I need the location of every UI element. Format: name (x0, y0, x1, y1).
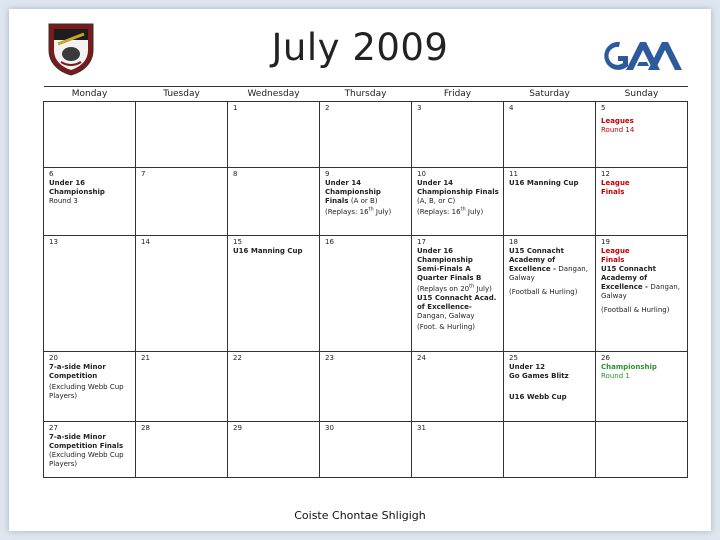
day-cell (320, 102, 412, 168)
week-row (44, 236, 688, 352)
event-text: Academy of (601, 274, 648, 282)
event-text: Finals (601, 188, 625, 196)
replay-note-end: July) (373, 208, 392, 216)
event-note: (Excluding Webb Cup Players) (49, 383, 124, 400)
day-cell (44, 168, 136, 236)
event-note: Round 3 (49, 197, 78, 205)
week-row (44, 352, 688, 422)
ordinal-suffix: th (469, 283, 475, 290)
day-number: 8 (233, 170, 238, 178)
event-text: League (601, 247, 630, 255)
day-cell (320, 422, 412, 478)
weekday-thursday: Thursday (320, 87, 412, 102)
weekday-friday: Friday (412, 87, 504, 102)
week-row (44, 102, 688, 168)
event-note: (Football & Hurling) (601, 306, 670, 314)
event-text (325, 197, 408, 206)
day-cell (412, 422, 504, 478)
event-note: Dangan, Galway (509, 265, 588, 282)
ordinal-suffix: th (460, 206, 466, 213)
event-text: Competition (49, 372, 98, 380)
empty-day-cell (596, 422, 688, 478)
day-cell (504, 102, 596, 168)
page-title: July 2009 (271, 26, 449, 69)
event-text: Under 14 (325, 179, 362, 187)
day-cell (412, 352, 504, 422)
day-number: 15 (233, 238, 242, 246)
day-cell (136, 236, 228, 352)
event-text: U15 Connacht Acad. (417, 294, 497, 302)
replay-note (417, 208, 500, 217)
day-cell (136, 422, 228, 478)
day-number: 19 (601, 238, 610, 246)
replay-note (417, 285, 500, 294)
event-text: U16 Webb Cup (509, 393, 567, 401)
event-text: Quarter Finals B (417, 274, 482, 282)
day-number: 25 (509, 354, 518, 362)
day-number: 7 (141, 170, 146, 178)
day-number: 24 (417, 354, 426, 362)
day-cell (228, 422, 320, 478)
event-note: (A, B, or C) (417, 197, 456, 205)
day-cell (596, 102, 688, 168)
event-text: Championship (49, 188, 105, 196)
day-number: 27 (49, 424, 58, 432)
event-text: Under 16 (417, 247, 454, 255)
event-text: Finals (601, 256, 625, 264)
day-number: 21 (141, 354, 150, 362)
weekday-saturday: Saturday (504, 87, 596, 102)
event-text: U15 Connacht (601, 265, 656, 273)
event-note: (Football & Hurling) (509, 288, 578, 296)
day-number: 28 (141, 424, 150, 432)
event-text: Leagues (601, 117, 634, 125)
weekday-sunday: Sunday (596, 87, 688, 102)
ordinal-suffix: th (368, 206, 374, 213)
event-text: Championship (417, 256, 473, 264)
event-text: Under 12 (509, 363, 546, 371)
replay-note-end: July) (474, 285, 492, 293)
event-text: Go Games Blitz (509, 372, 569, 380)
day-number: 17 (417, 238, 426, 246)
event-text (509, 265, 592, 283)
weekday-header-row (44, 87, 688, 102)
event-text: Excellence - (509, 265, 556, 273)
event-note: (A or B) (350, 197, 378, 205)
week-row (44, 422, 688, 478)
weekday-monday: Monday (44, 87, 136, 102)
week-row (44, 168, 688, 236)
day-number: 14 (141, 238, 150, 246)
event-text: Championship (601, 363, 657, 371)
day-number: 20 (49, 354, 58, 362)
event-text: U16 Manning Cup (233, 247, 303, 255)
event-text: Excellence - (601, 283, 648, 291)
day-cell (228, 102, 320, 168)
event-text: League (601, 179, 630, 187)
replay-note-text: (Replays: 16 (417, 208, 461, 216)
event-text: Under 14 (417, 179, 454, 187)
footer-text: Coiste Chontae Shligigh (294, 509, 426, 522)
event-text: Championship Finals (417, 188, 499, 196)
empty-day-cell (136, 102, 228, 168)
day-cell (596, 352, 688, 422)
day-cell (504, 352, 596, 422)
day-cell (504, 168, 596, 236)
day-cell (320, 352, 412, 422)
day-cell (228, 236, 320, 352)
day-number: 29 (233, 424, 242, 432)
day-number: 18 (509, 238, 518, 246)
event-text: Round 14 (601, 126, 635, 134)
day-number: 22 (233, 354, 242, 362)
event-text: of Excellence- (417, 303, 472, 311)
day-number: 4 (509, 104, 514, 112)
event-text: 7-a-side Minor (49, 433, 106, 441)
event-text: Academy of (509, 256, 556, 264)
day-number: 5 (601, 104, 606, 112)
day-cell (412, 168, 504, 236)
day-cell (44, 352, 136, 422)
event-text: Finals (325, 197, 349, 205)
replay-note-text: (Replays on 20 (417, 285, 470, 293)
day-number: 30 (325, 424, 334, 432)
day-cell (412, 102, 504, 168)
day-cell (596, 236, 688, 352)
day-cell (320, 236, 412, 352)
event-text: U16 Manning Cup (509, 179, 579, 187)
replay-note-text: (Replays: 16 (325, 208, 369, 216)
day-number: 13 (49, 238, 58, 246)
day-cell (504, 236, 596, 352)
event-note: Dangan, Galway (601, 283, 680, 300)
day-number: 10 (417, 170, 426, 178)
gaa-logo-icon (598, 38, 684, 74)
day-cell (228, 352, 320, 422)
day-cell (136, 168, 228, 236)
day-cell (412, 236, 504, 352)
empty-day-cell (504, 422, 596, 478)
day-number: 2 (325, 104, 330, 112)
event-text: U15 Connacht (509, 247, 564, 255)
day-cell (596, 168, 688, 236)
day-cell (44, 422, 136, 478)
day-cell (44, 236, 136, 352)
event-text (601, 283, 684, 301)
event-text: Championship (325, 188, 381, 196)
day-number: 6 (49, 170, 54, 178)
day-number: 11 (509, 170, 518, 178)
day-number: 23 (325, 354, 334, 362)
day-cell (136, 352, 228, 422)
replay-note-end: July) (465, 208, 484, 216)
day-number: 1 (233, 104, 238, 112)
weekday-wednesday: Wednesday (228, 87, 320, 102)
day-cell (320, 168, 412, 236)
day-number: 16 (325, 238, 334, 246)
calendar-table (43, 86, 688, 478)
event-note: Dangan, Galway (417, 312, 475, 320)
event-note: (Foot. & Hurling) (417, 323, 476, 331)
event-text: Semi-Finals A (417, 265, 471, 273)
day-number: 26 (601, 354, 610, 362)
event-text: Round 1 (601, 372, 630, 380)
event-text: Competition Finals (49, 442, 124, 450)
day-number: 12 (601, 170, 610, 178)
event-text: Under 16 (49, 179, 86, 187)
replay-note (325, 208, 408, 217)
event-note: (Excluding Webb Cup Players) (49, 451, 124, 468)
day-cell (228, 168, 320, 236)
day-number: 31 (417, 424, 426, 432)
day-number: 9 (325, 170, 330, 178)
weekday-tuesday: Tuesday (136, 87, 228, 102)
empty-day-cell (44, 102, 136, 168)
event-text: 7-a-side Minor (49, 363, 106, 371)
day-number: 3 (417, 104, 422, 112)
